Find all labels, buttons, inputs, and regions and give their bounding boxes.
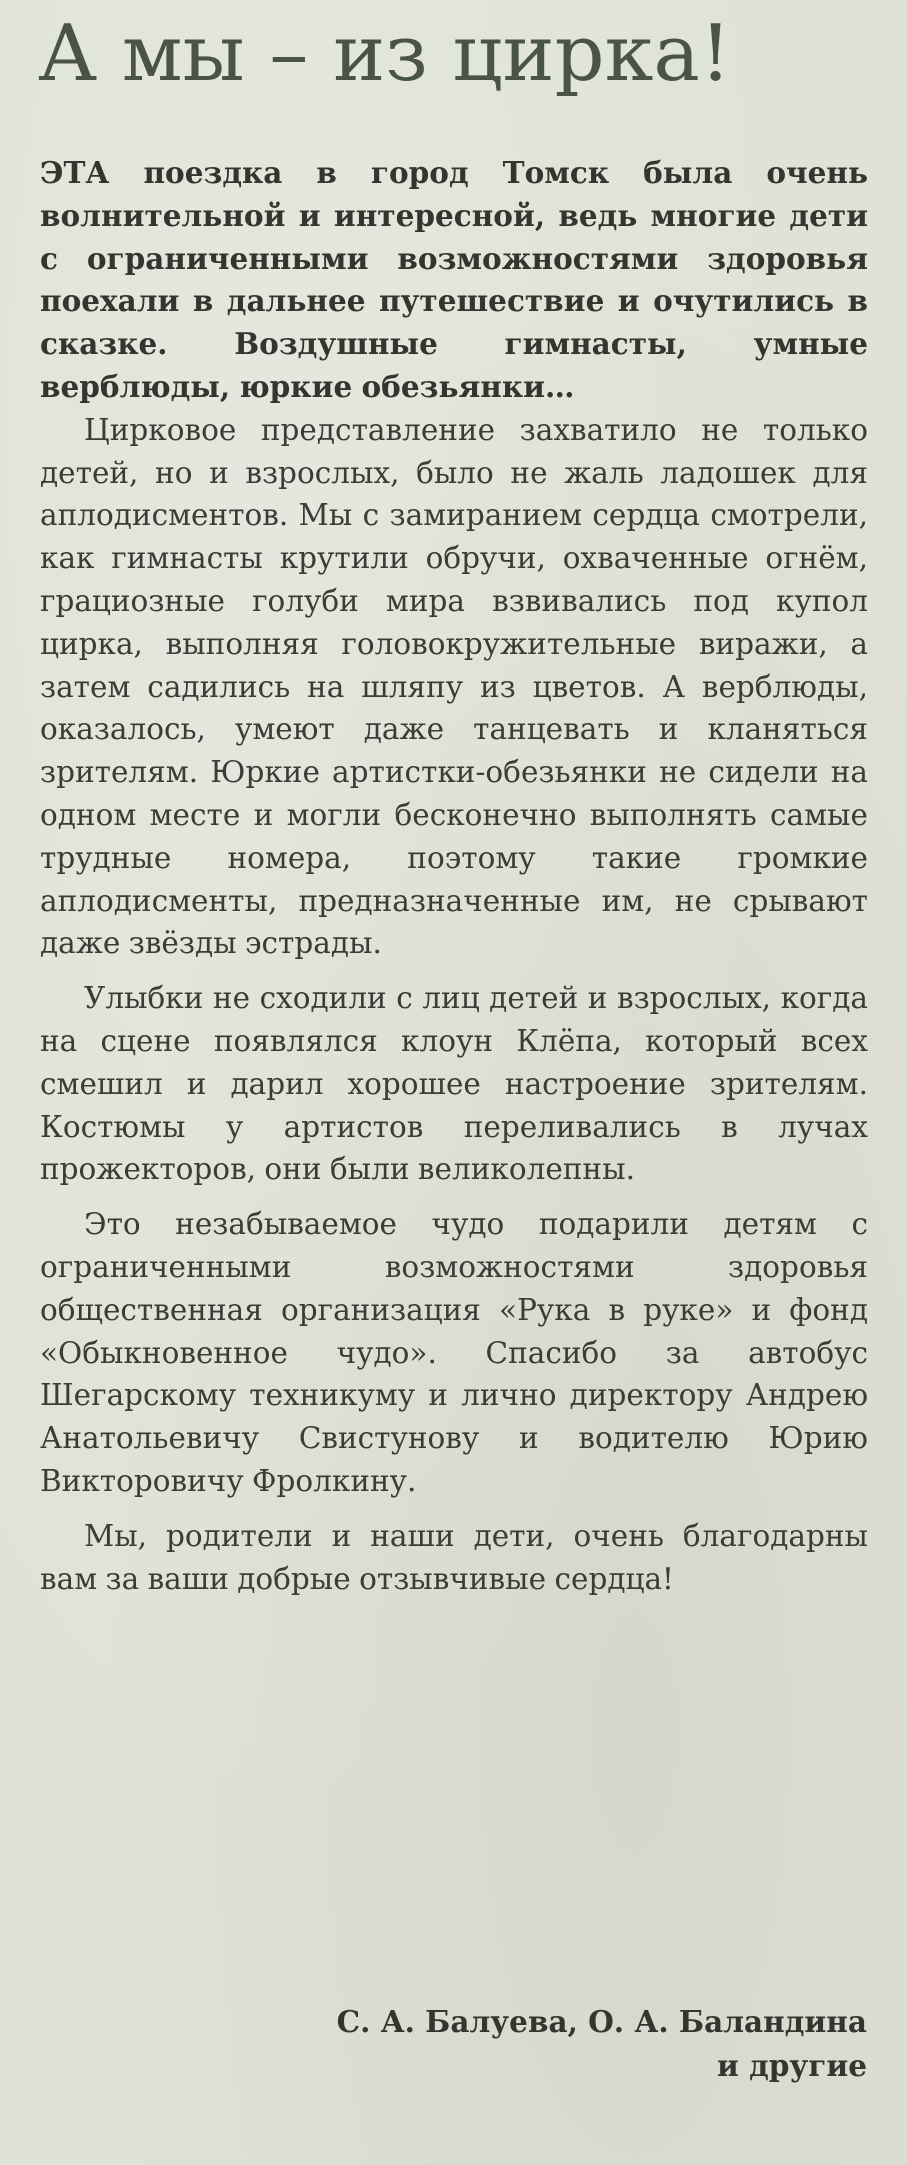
lead-text: поездка в город Томск была очень волнительной и интересной, ведь многие дети с ограниченными возможностями здоровья поехали в дальнее путешествие и очутились в сказке. Воздушные гимнасты, умные верблюды, юркие обезьянки… (40, 155, 868, 404)
signature (167, 2000, 867, 2088)
paragraph-circus-show: Цирковое представление захватило не только детей, но и взрослых, было не жаль ладошек для аплодисментов. Мы с замиранием сердца смотрели, как гимнасты крутили обручи, охваченные огнём, грациозные голуби мира взвивались под купол цирка, выполняя головокружительные виражи, а затем садились на шляпу из цветов. А верблюды, оказалось, умеют даже танцевать и кланяться зрителям. Юркие артистки-обезьянки не сидели на одном месте и могли бесконечно выполнять самые трудные номера, поэтому такие громкие аплодисменты, предназначенные им, не срывают даже звёзды эстрады. (40, 412, 868, 961)
paragraph-clown: Улыбки не сходили с лиц детей и взрослых, когда на сцене появлялся клоун Клёпа, который всех смешил и дарил хорошее настроение зрителям. Костюмы у артистов переливались в лучах прожекторов, они были великолепны. (40, 981, 868, 1187)
lead-caps: ЭТА (40, 155, 110, 190)
paragraph-gratitude: Мы, родители и наши дети, очень благодарны вам за ваши добрые отзывчивые сердца! (40, 1518, 868, 1596)
signature-authors: С. А. Балуева, О. А. Баландина (336, 2004, 867, 2039)
paragraph-thanks: Это незабываемое чудо подарили детям с ограниченными возможностями здоровья общественная организация «Рука в руке» и фонд «Обыкновенное чудо». Спасибо за автобус Шегарскому техникуму и лично директору Андрею Анатольевичу Свистунову и водителю Юрию Викторовичу Фролкину. (40, 1207, 868, 1498)
headline: А мы – из цирка! (38, 9, 732, 99)
article-body (40, 152, 868, 1600)
signature-others: и другие (716, 2048, 867, 2083)
lead-paragraph (40, 152, 868, 409)
